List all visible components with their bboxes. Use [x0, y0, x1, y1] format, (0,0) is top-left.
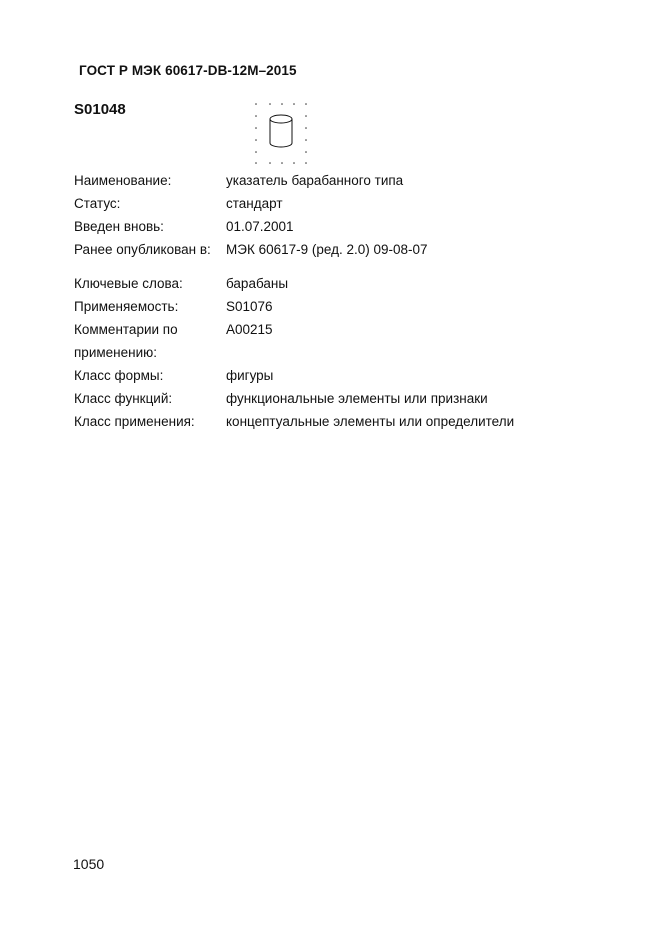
- field-value: МЭК 60617-9 (ред. 2.0) 09-08-07: [226, 242, 428, 257]
- field-label: Ключевые слова:: [74, 276, 183, 291]
- page-number: 1050: [73, 856, 105, 872]
- header-title: ГОСТ Р МЭК 60617-DB-12M–2015: [79, 63, 297, 78]
- field-label: применению:: [74, 345, 157, 360]
- field-value: A00215: [226, 322, 273, 337]
- field-label: Применяемость:: [74, 299, 179, 314]
- field-value: функциональные элементы или признаки: [226, 391, 488, 406]
- field-label: Класс функций:: [74, 391, 173, 406]
- field-value: S01076: [226, 299, 273, 314]
- cylinder: [270, 115, 292, 147]
- field-label: Статус:: [74, 196, 121, 211]
- drum-indicator-cylinder-icon: [252, 100, 310, 166]
- field-label: Класс применения:: [74, 414, 195, 429]
- field-value: указатель барабанного типа: [226, 173, 404, 188]
- field-value: концептуальные элементы или определители: [226, 414, 515, 429]
- field-label: Класс формы:: [74, 368, 164, 383]
- field-label: Введен вновь:: [74, 219, 164, 234]
- symbol-code: S01048: [74, 101, 126, 118]
- field-label: Комментарии по: [74, 322, 178, 337]
- grid-dots: [255, 103, 307, 164]
- field-value: барабаны: [226, 276, 289, 291]
- field-label: Ранее опубликован в:: [74, 242, 211, 257]
- field-value: стандарт: [226, 196, 283, 211]
- field-value: фигуры: [226, 368, 274, 383]
- field-label: Наименование:: [74, 173, 172, 188]
- field-value: 01.07.2001: [226, 219, 294, 234]
